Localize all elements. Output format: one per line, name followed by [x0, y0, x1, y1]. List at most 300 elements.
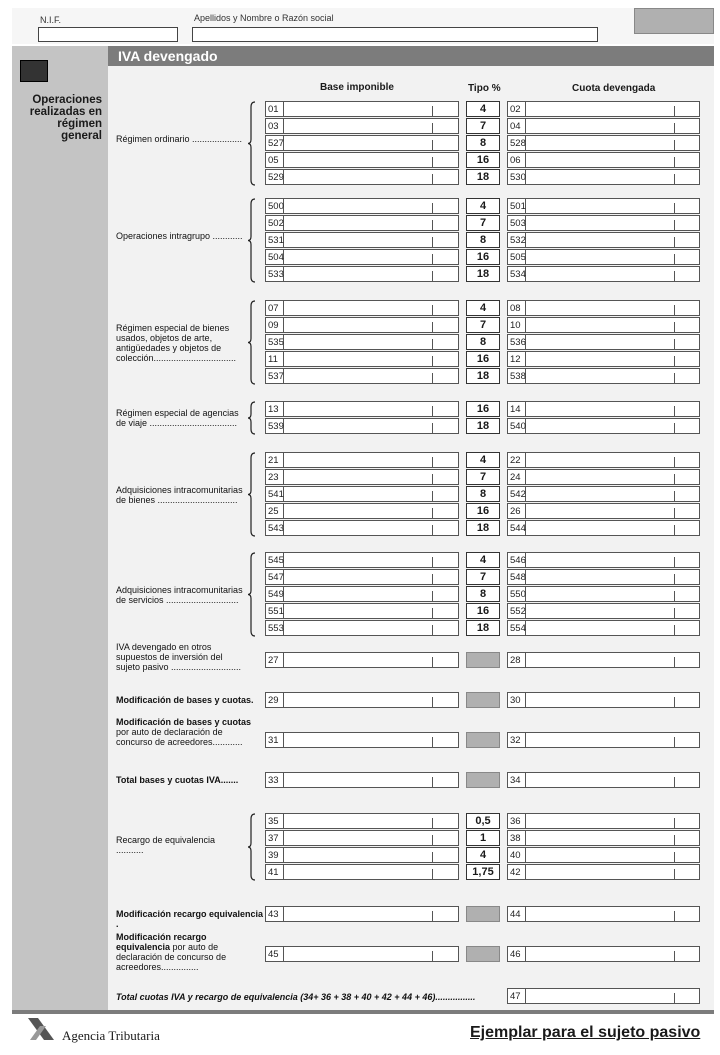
- box-code: 529: [268, 172, 284, 183]
- tipo-rate-blank: [466, 772, 500, 788]
- decimal-separator-tick: [432, 157, 433, 167]
- cuota-devengada-field[interactable]: [507, 692, 700, 708]
- decimal-separator-tick: [432, 737, 433, 747]
- tipo-rate: 7: [466, 215, 500, 231]
- decimal-separator-tick: [674, 697, 675, 707]
- base-imponible-field[interactable]: [265, 830, 459, 846]
- cuota-devengada-field[interactable]: [507, 620, 700, 636]
- box-code: 13: [266, 402, 284, 416]
- base-imponible-field[interactable]: [265, 118, 459, 134]
- decimal-separator-tick: [674, 157, 675, 167]
- base-imponible-field[interactable]: [265, 946, 459, 962]
- box-code: 532: [510, 235, 526, 246]
- decimal-separator-tick: [432, 911, 433, 921]
- tipo-rate: 8: [466, 135, 500, 151]
- box-code: 533: [268, 269, 284, 280]
- row-label: [116, 932, 256, 972]
- decimal-separator-tick: [432, 525, 433, 535]
- row-label-text: Total bases y cuotas IVA.......: [116, 775, 239, 785]
- box-code: 04: [508, 119, 526, 133]
- decimal-separator-tick: [432, 951, 433, 961]
- box-code: 26: [508, 504, 526, 518]
- tipo-rate: 8: [466, 486, 500, 502]
- decimal-separator-tick: [674, 271, 675, 281]
- row-label-text: IVA devengado en otros supuestos de inversión del sujeto pasivo ............................: [116, 642, 242, 672]
- row-label-text: Régimen especial de agencias de viaje ...................................: [116, 408, 239, 428]
- box-code: 41: [266, 865, 284, 879]
- box-code: 43: [266, 907, 284, 921]
- cuota-devengada-field[interactable]: [507, 946, 700, 962]
- row-label-text: Régimen especial de bienes usados, objetos de arte, antigüedades y objetos de colección.................................: [116, 322, 237, 363]
- row-label-text: por auto de declaración de concurso de acreedores...............: [116, 942, 227, 972]
- box-code: 538: [510, 371, 526, 382]
- box-code: 541: [268, 489, 284, 500]
- decimal-separator-tick: [432, 697, 433, 707]
- box-code: 07: [266, 301, 284, 315]
- tipo-rate: 8: [466, 334, 500, 350]
- box-code: 14: [508, 402, 526, 416]
- decimal-separator-tick: [674, 835, 675, 845]
- row-label-text: Adquisiciones intracomunitarias de bienes ................................: [116, 484, 243, 505]
- box-code: 42: [508, 865, 526, 879]
- tipo-rate-blank: [466, 692, 500, 708]
- decimal-separator-tick: [674, 305, 675, 315]
- tipo-rate: 16: [466, 152, 500, 168]
- tipo-rate: 0,5: [466, 813, 500, 829]
- box-code: 552: [510, 606, 526, 617]
- section-title: IVA devengado: [118, 48, 218, 64]
- cuota-devengada-field[interactable]: [507, 552, 700, 568]
- row-label-text: Modificación de bases y cuotas: [116, 717, 252, 727]
- decimal-separator-tick: [674, 737, 675, 747]
- row-label-text: Modificación de bases y cuotas.: [116, 695, 254, 705]
- box-code: 544: [510, 523, 526, 534]
- box-code: 10: [508, 318, 526, 332]
- row-label: [116, 485, 244, 505]
- box-code: 550: [510, 589, 526, 600]
- cuota-devengada-field[interactable]: [507, 334, 700, 350]
- row-label: [116, 408, 244, 428]
- row-label-text: Recargo de equivalencia ...........: [116, 835, 216, 855]
- decimal-separator-tick: [674, 657, 675, 667]
- tipo-rate: 8: [466, 232, 500, 248]
- nif-label: N.I.F.: [40, 15, 62, 25]
- tipo-rate: 1: [466, 830, 500, 846]
- box-code: 539: [268, 421, 284, 432]
- column-cuota-heading: Cuota devengada: [572, 83, 656, 94]
- tipo-rate: 4: [466, 847, 500, 863]
- base-imponible-field[interactable]: [265, 503, 459, 519]
- box-code: 33: [266, 773, 284, 787]
- cuota-devengada-field[interactable]: [507, 452, 700, 468]
- decimal-separator-tick: [674, 491, 675, 501]
- tipo-rate: 1,75: [466, 864, 500, 880]
- box-code: 546: [510, 555, 526, 566]
- decimal-separator-tick: [674, 557, 675, 567]
- tipo-rate: 16: [466, 603, 500, 619]
- decimal-separator-tick: [432, 657, 433, 667]
- box-code: 527: [268, 138, 284, 149]
- decimal-separator-tick: [432, 608, 433, 618]
- row-label-text: Operaciones intragrupo ............: [116, 230, 243, 241]
- decimal-separator-tick: [674, 474, 675, 484]
- decimal-separator-tick: [674, 818, 675, 828]
- base-imponible-field[interactable]: [265, 486, 459, 502]
- base-imponible-field[interactable]: [265, 692, 459, 708]
- tipo-rate: 7: [466, 569, 500, 585]
- tipo-rate: 18: [466, 266, 500, 282]
- decimal-separator-tick: [674, 777, 675, 787]
- decimal-separator-tick: [674, 373, 675, 383]
- decimal-separator-tick: [432, 220, 433, 230]
- decimal-separator-tick: [674, 574, 675, 584]
- decimal-separator-tick: [674, 220, 675, 230]
- decimal-separator-tick: [674, 951, 675, 961]
- box-code: 40: [508, 848, 526, 862]
- decimal-separator-tick: [674, 423, 675, 433]
- decimal-separator-tick: [432, 508, 433, 518]
- cuota-devengada-field[interactable]: [507, 169, 700, 185]
- decimal-separator-tick: [432, 339, 433, 349]
- tipo-rate-blank: [466, 732, 500, 748]
- tipo-rate-blank: [466, 946, 500, 962]
- decimal-separator-tick: [674, 911, 675, 921]
- base-imponible-field[interactable]: [265, 401, 459, 417]
- decimal-separator-tick: [432, 457, 433, 467]
- decimal-separator-tick: [432, 140, 433, 150]
- base-imponible-field[interactable]: [265, 469, 459, 485]
- box-code: 30: [508, 693, 526, 707]
- base-imponible-field[interactable]: [265, 368, 459, 384]
- section-marker: [20, 60, 48, 82]
- decimal-separator-tick: [674, 625, 675, 635]
- decimal-separator-tick: [432, 174, 433, 184]
- box-code: 08: [508, 301, 526, 315]
- base-imponible-field[interactable]: [265, 418, 459, 434]
- decimal-separator-tick: [432, 237, 433, 247]
- tipo-rate: 8: [466, 586, 500, 602]
- box-code: 12: [508, 352, 526, 366]
- cuota-devengada-field[interactable]: [507, 652, 700, 668]
- base-imponible-field[interactable]: [265, 569, 459, 585]
- tipo-rate: 18: [466, 368, 500, 384]
- cuota-devengada-field[interactable]: [507, 152, 700, 168]
- base-imponible-field[interactable]: [265, 317, 459, 333]
- box-code: 501: [510, 201, 526, 212]
- decimal-separator-tick: [674, 174, 675, 184]
- box-code: 548: [510, 572, 526, 583]
- group-brace: [247, 452, 257, 537]
- decimal-separator-tick: [432, 591, 433, 601]
- base-imponible-field[interactable]: [265, 813, 459, 829]
- tipo-rate: 4: [466, 101, 500, 117]
- box-code: 35: [266, 814, 284, 828]
- box-code: 03: [266, 119, 284, 133]
- box-code: 530: [510, 172, 526, 183]
- decimal-separator-tick: [432, 305, 433, 315]
- row-label: [116, 909, 266, 929]
- box-code: 45: [266, 947, 284, 961]
- decimal-separator-tick: [674, 140, 675, 150]
- box-code: 545: [268, 555, 284, 566]
- box-code: 23: [266, 470, 284, 484]
- box-code: 503: [510, 218, 526, 229]
- row-label: [116, 775, 256, 785]
- group-brace: [247, 401, 257, 435]
- decimal-separator-tick: [432, 625, 433, 635]
- box-code: 543: [268, 523, 284, 534]
- decimal-separator-tick: [432, 818, 433, 828]
- box-code: 32: [508, 733, 526, 747]
- decimal-separator-tick: [432, 423, 433, 433]
- cuota-devengada-field[interactable]: [507, 830, 700, 846]
- decimal-separator-tick: [674, 608, 675, 618]
- sidebar: [12, 46, 108, 1010]
- copy-label: Ejemplar para el sujeto pasivo: [470, 1024, 701, 1041]
- tipo-rate: 18: [466, 169, 500, 185]
- decimal-separator-tick: [674, 869, 675, 879]
- group-brace: [247, 101, 257, 186]
- box-code: 05: [266, 153, 284, 167]
- box-code: 01: [266, 102, 284, 116]
- box-code: 528: [510, 138, 526, 149]
- box-code: 547: [268, 572, 284, 583]
- decimal-separator-tick: [674, 106, 675, 116]
- row-label-text: Modificación recargo equivalencia .: [116, 909, 264, 929]
- decimal-separator-tick: [432, 106, 433, 116]
- agency-name: Agencia Tributaria: [62, 1028, 160, 1043]
- cuota-devengada-field[interactable]: [507, 847, 700, 863]
- decimal-separator-tick: [432, 254, 433, 264]
- box-code: 38: [508, 831, 526, 845]
- row-label: [116, 835, 244, 855]
- tipo-rate-blank: [466, 652, 500, 668]
- box-code: 34: [508, 773, 526, 787]
- box-code: 554: [510, 623, 526, 634]
- tipo-rate: 16: [466, 503, 500, 519]
- decimal-separator-tick: [432, 557, 433, 567]
- base-imponible-field[interactable]: [265, 906, 459, 922]
- box-code: 24: [508, 470, 526, 484]
- base-imponible-field[interactable]: [265, 772, 459, 788]
- row-label: [116, 695, 256, 705]
- box-code: 37: [266, 831, 284, 845]
- tipo-rate: 16: [466, 401, 500, 417]
- box-code: 531: [268, 235, 284, 246]
- decimal-separator-tick: [674, 525, 675, 535]
- cuota-devengada-field[interactable]: [507, 266, 700, 282]
- decimal-separator-tick: [432, 271, 433, 281]
- row-label-text: Total cuotas IVA y recargo de equivalencia (34+ 36 + 38 + 40 + 42 + 44 + 46)................: [116, 992, 476, 1002]
- name-field[interactable]: [192, 27, 598, 42]
- cuota-devengada-field[interactable]: [507, 101, 700, 117]
- group-brace: [247, 813, 257, 881]
- box-code: 505: [510, 252, 526, 263]
- total-cuotas-field[interactable]: [507, 988, 700, 1004]
- box-code: 09: [266, 318, 284, 332]
- cuota-devengada-field[interactable]: [507, 317, 700, 333]
- cuota-devengada-field[interactable]: [507, 401, 700, 417]
- cuota-devengada-field[interactable]: [507, 569, 700, 585]
- tipo-rate: 16: [466, 351, 500, 367]
- base-imponible-field[interactable]: [265, 603, 459, 619]
- row-label: [116, 717, 256, 747]
- base-imponible-field[interactable]: [265, 847, 459, 863]
- cuota-devengada-field[interactable]: [507, 368, 700, 384]
- decimal-separator-tick: [674, 254, 675, 264]
- base-imponible-field[interactable]: [265, 152, 459, 168]
- sidebar-title: Operaciones realizadas en régimen general: [29, 94, 102, 142]
- agency-logo-icon: [26, 1016, 56, 1042]
- decimal-separator-tick: [432, 869, 433, 879]
- decimal-separator-tick: [674, 852, 675, 862]
- tipo-rate-blank: [466, 906, 500, 922]
- decimal-separator-tick: [674, 508, 675, 518]
- group-brace: [247, 198, 257, 283]
- cuota-devengada-field[interactable]: [507, 486, 700, 502]
- decimal-separator-tick: [674, 322, 675, 332]
- box-code: 504: [268, 252, 284, 263]
- tipo-rate: 4: [466, 198, 500, 214]
- base-imponible-field[interactable]: [265, 652, 459, 668]
- decimal-separator-tick: [432, 123, 433, 133]
- tipo-rate: 7: [466, 118, 500, 134]
- base-imponible-field[interactable]: [265, 864, 459, 880]
- base-imponible-field[interactable]: [265, 552, 459, 568]
- box-code: 36: [508, 814, 526, 828]
- decimal-separator-tick: [674, 457, 675, 467]
- base-imponible-field[interactable]: [265, 266, 459, 282]
- decimal-separator-tick: [432, 406, 433, 416]
- tipo-rate: 18: [466, 520, 500, 536]
- decimal-separator-tick: [674, 591, 675, 601]
- row-label: [116, 642, 244, 672]
- cuota-devengada-field[interactable]: [507, 813, 700, 829]
- tipo-rate: 7: [466, 317, 500, 333]
- decimal-separator-tick: [674, 123, 675, 133]
- group-brace: [247, 300, 257, 385]
- decimal-separator-tick: [432, 373, 433, 383]
- cuota-devengada-field[interactable]: [507, 232, 700, 248]
- cuota-devengada-field[interactable]: [507, 118, 700, 134]
- tipo-rate: 7: [466, 469, 500, 485]
- decimal-separator-tick: [432, 203, 433, 213]
- box-code: 27: [266, 653, 284, 667]
- base-imponible-field[interactable]: [265, 620, 459, 636]
- cuota-devengada-field[interactable]: [507, 469, 700, 485]
- base-imponible-field[interactable]: [265, 101, 459, 117]
- column-base-heading: Base imponible: [320, 82, 394, 93]
- base-imponible-field[interactable]: [265, 300, 459, 316]
- row-label-text: por auto de declaración de concurso de acreedores............: [116, 727, 243, 747]
- footer-divider: [12, 1010, 714, 1014]
- cuota-devengada-field[interactable]: [507, 249, 700, 265]
- box-code: 540: [510, 421, 526, 432]
- cuota-devengada-field[interactable]: [507, 198, 700, 214]
- cuota-devengada-field[interactable]: [507, 772, 700, 788]
- cuota-devengada-field[interactable]: [507, 864, 700, 880]
- column-tipo-heading: Tipo %: [468, 83, 501, 94]
- decimal-separator-tick: [674, 339, 675, 349]
- box-code: 549: [268, 589, 284, 600]
- row-label: [116, 585, 244, 605]
- total-label: [116, 992, 506, 1002]
- cuota-devengada-field[interactable]: [507, 503, 700, 519]
- decimal-separator-tick: [432, 852, 433, 862]
- tipo-rate: 4: [466, 452, 500, 468]
- box-code: 502: [268, 218, 284, 229]
- box-code: 22: [508, 453, 526, 467]
- cuota-devengada-field[interactable]: [507, 351, 700, 367]
- base-imponible-field[interactable]: [265, 732, 459, 748]
- tipo-rate: 18: [466, 418, 500, 434]
- base-imponible-field[interactable]: [265, 520, 459, 536]
- cuota-devengada-field[interactable]: [507, 300, 700, 316]
- box-code: 537: [268, 371, 284, 382]
- base-imponible-field[interactable]: [265, 334, 459, 350]
- base-imponible-field[interactable]: [265, 351, 459, 367]
- cuota-devengada-field[interactable]: [507, 603, 700, 619]
- cuota-devengada-field[interactable]: [507, 418, 700, 434]
- cuota-devengada-field[interactable]: [507, 135, 700, 151]
- tipo-rate: 16: [466, 249, 500, 265]
- base-imponible-field[interactable]: [265, 249, 459, 265]
- cuota-devengada-field[interactable]: [507, 520, 700, 536]
- box-code: 47: [508, 989, 526, 1003]
- box-code: 29: [266, 693, 284, 707]
- decimal-separator-tick: [432, 322, 433, 332]
- base-imponible-field[interactable]: [265, 586, 459, 602]
- box-code: 25: [266, 504, 284, 518]
- box-code: 44: [508, 907, 526, 921]
- row-label: [116, 231, 244, 241]
- decimal-separator-tick: [432, 835, 433, 845]
- group-brace: [247, 552, 257, 637]
- box-code: 31: [266, 733, 284, 747]
- box-code: 534: [510, 269, 526, 280]
- decimal-separator-tick: [674, 203, 675, 213]
- row-label: [116, 323, 244, 363]
- row-label-text: Adquisiciones intracomunitarias de servicios .............................: [116, 584, 243, 605]
- box-code: 21: [266, 453, 284, 467]
- box-code: 542: [510, 489, 526, 500]
- cuota-devengada-field[interactable]: [507, 906, 700, 922]
- decimal-separator-tick: [432, 574, 433, 584]
- cuota-devengada-field[interactable]: [507, 732, 700, 748]
- base-imponible-field[interactable]: [265, 452, 459, 468]
- box-code: 551: [268, 606, 284, 617]
- base-imponible-field[interactable]: [265, 198, 459, 214]
- box-code: 536: [510, 337, 526, 348]
- tipo-rate: 4: [466, 300, 500, 316]
- cuota-devengada-field[interactable]: [507, 215, 700, 231]
- tipo-rate: 18: [466, 620, 500, 636]
- tipo-rate: 4: [466, 552, 500, 568]
- cuota-devengada-field[interactable]: [507, 586, 700, 602]
- base-imponible-field[interactable]: [265, 135, 459, 151]
- barcode-box: [634, 8, 714, 34]
- decimal-separator-tick: [432, 356, 433, 366]
- nif-field[interactable]: [38, 27, 178, 42]
- box-code: 39: [266, 848, 284, 862]
- base-imponible-field[interactable]: [265, 215, 459, 231]
- box-code: 500: [268, 201, 284, 212]
- base-imponible-field[interactable]: [265, 232, 459, 248]
- box-code: 46: [508, 947, 526, 961]
- row-label-text: Régimen ordinario ....................: [116, 133, 243, 144]
- base-imponible-field[interactable]: [265, 169, 459, 185]
- decimal-separator-tick: [674, 993, 675, 1003]
